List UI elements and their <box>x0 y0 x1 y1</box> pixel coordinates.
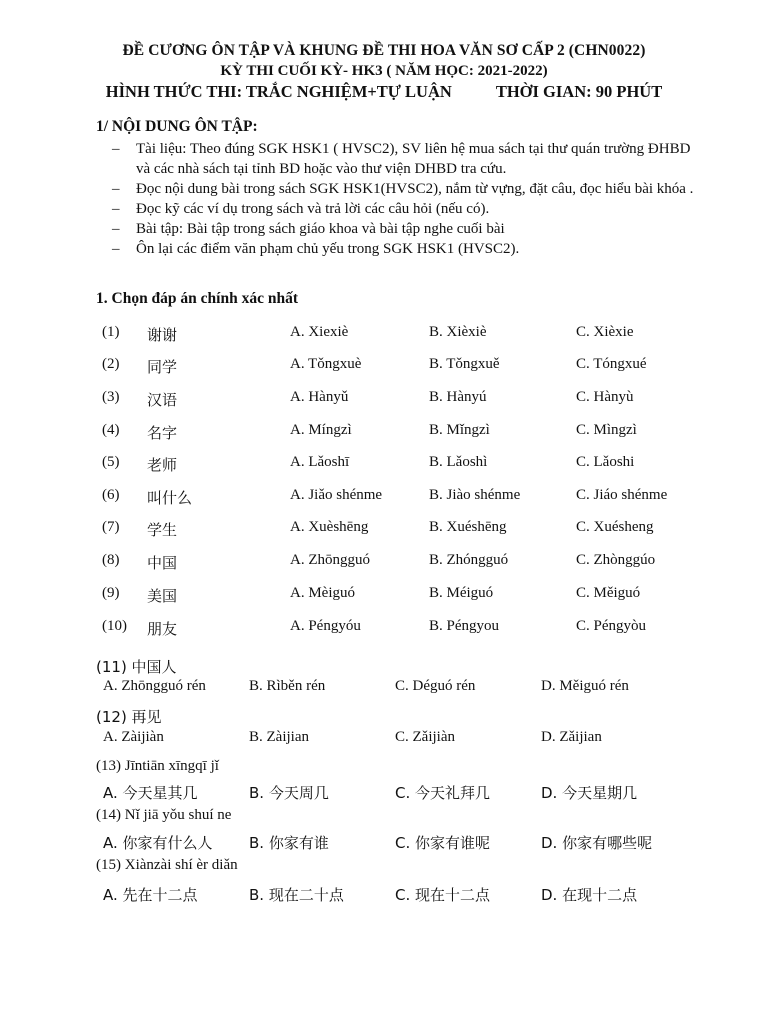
dash-bullet: – <box>112 221 120 237</box>
option-d: D. 在现十二点 <box>541 886 638 904</box>
option-c: C. 现在十二点 <box>395 886 491 904</box>
question-row: (9) 美国 A. Mèiguó B. Méiguó C. Měiguó <box>102 585 641 605</box>
question-row: (6) 叫什么 A. Jiǎo shénme B. Jiào shénme C. Jiáo shénme <box>102 487 668 507</box>
question-stem: (15) Xiànzài shí èr diǎn <box>96 857 238 873</box>
review-item: – Tài liệu: Theo đúng SGK HSK1 ( HVSC2), SV liên hệ mua sách tại thư quán trường ĐHBD và các nhà sách tại tỉnh BD hoặc vào thư viện DHBD tra cứu. <box>112 141 691 177</box>
review-section-title: 1/ NỘI DUNG ÔN TẬP: <box>96 118 258 135</box>
header-title: ĐỀ CƯƠNG ÔN TẬP VÀ KHUNG ĐỀ THI HOA VĂN SƠ CẤP 2 (CHN0022) <box>122 42 646 59</box>
dash-bullet: – <box>112 181 120 197</box>
option-d: D. Zǎijian <box>541 729 602 745</box>
exam-format: HÌNH THỨC THI: TRẮC NGHIỆM+TỰ LUẬN <box>105 82 452 101</box>
part1-title: 1. Chọn đáp án chính xác nhất <box>96 290 298 307</box>
option-a: A. 今天星其几 <box>103 784 198 802</box>
dash-bullet: – <box>112 241 120 257</box>
question-row: (3) 汉语 A. Hànyǔ B. Hànyú C. Hànyù <box>102 389 634 409</box>
question-row: (4) 名字 A. Míngzì B. Mǐngzì C. Mìngzì <box>102 422 637 442</box>
question-row: (8) 中国 A. Zhōngguó B. Zhóngguó C. Zhònggúo <box>102 552 656 572</box>
question-stem: (14) Nǐ jiā yǒu shuí ne <box>96 807 232 823</box>
dash-bullet: – <box>112 141 120 157</box>
option-c: C. Zǎijiàn <box>395 729 455 745</box>
question-row: (5) 老师 A. Lǎoshī B. Lǎoshì C. Lǎoshi <box>102 454 635 474</box>
option-c: C. 你家有谁呢 <box>395 834 491 852</box>
option-b: B. Rìběn rén <box>249 678 326 694</box>
review-item: – Ôn lại các điểm văn phạm chủ yếu trong SGK HSK1 (HVSC2). <box>112 241 520 257</box>
option-d: D. 你家有哪些呢 <box>541 834 653 852</box>
review-item: – Đọc nội dung bài trong sách SGK HSK1(HVSC2), nắm từ vựng, đặt câu, đọc hiểu bài khóa . <box>112 181 694 197</box>
option-b: B. Zàijian <box>249 729 309 745</box>
question-row: (2) 同学 A. Tǒngxuè B. Tǒngxuě C. Tóngxué <box>102 356 647 376</box>
option-c: C. 今天礼拜几 <box>395 784 491 802</box>
question-row: (7) 学生 A. Xuèshēng B. Xuéshēng C. Xuésheng <box>102 519 654 539</box>
document-header <box>0 40 768 103</box>
review-list <box>112 139 702 259</box>
question-stem: (11) 中国人 <box>96 658 177 676</box>
review-item: – Đọc kỹ các ví dụ trong sách và trả lời các câu hỏi (nếu có). <box>112 201 490 217</box>
question-row: (1) 谢谢 A. Xiexiè B. Xièxiè C. Xièxie <box>102 324 634 344</box>
option-b: B. 今天周几 <box>249 784 329 802</box>
header-exam-term: KỲ THI CUỐI KỲ- HK3 ( NĂM HỌC: 2021-2022) <box>220 63 548 79</box>
option-c: C. Déguó rén <box>395 678 476 694</box>
option-d: D. 今天星期几 <box>541 784 638 802</box>
exam-duration: THỜI GIAN: 90 PHÚT <box>495 82 663 101</box>
option-d: D. Měiguó rén <box>541 678 629 694</box>
review-item: – Bài tập: Bài tập trong sách giáo khoa và bài tập nghe cuối bài <box>112 221 505 237</box>
option-a: A. 先在十二点 <box>103 886 198 904</box>
dash-bullet: – <box>112 201 120 217</box>
header-exam-format <box>0 81 768 103</box>
option-b: B. 你家有谁 <box>249 834 329 852</box>
question-stem: (13) Jīntiān xīngqī jǐ <box>96 758 219 774</box>
question-row: (10) 朋友 A. Péngyóu B. Péngyou C. Péngyòu <box>102 618 647 638</box>
question-stem: (12) 再见 <box>96 708 162 726</box>
option-a: A. Zhōngguó rén <box>103 678 206 694</box>
option-b: B. 现在二十点 <box>249 886 344 904</box>
option-a: A. 你家有什么人 <box>103 834 213 852</box>
option-a: A. Zàijiàn <box>103 729 164 745</box>
